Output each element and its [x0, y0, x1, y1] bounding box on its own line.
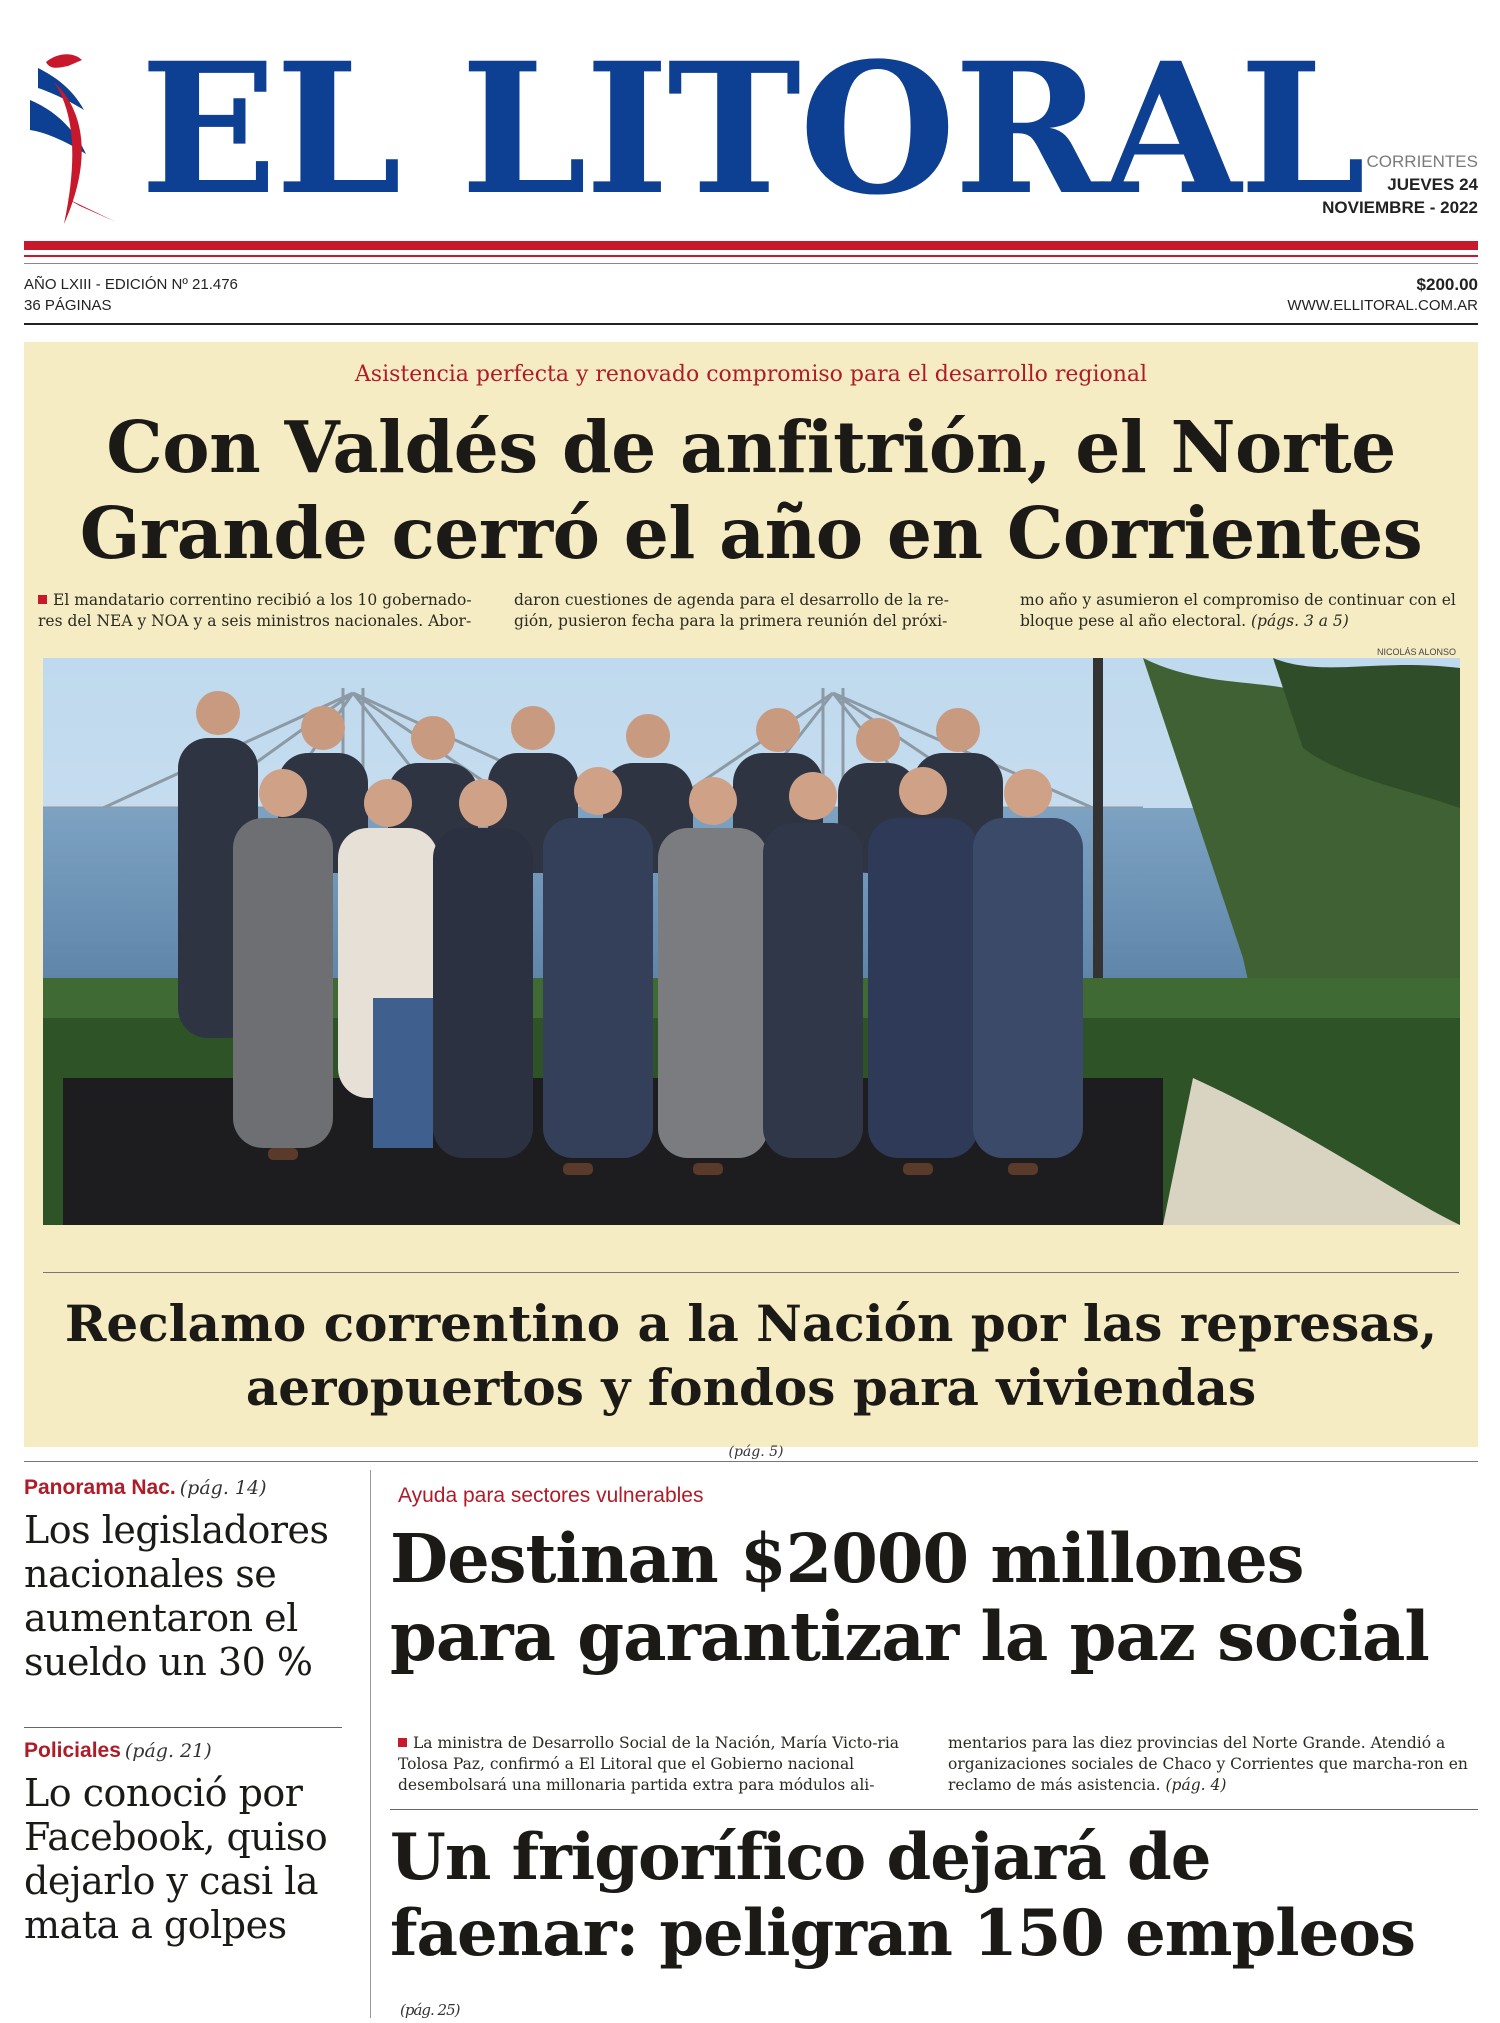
second-headline-line2: aeropuertos y fondos para viviendas	[245, 1358, 1257, 1417]
masthead-thin-rule	[24, 255, 1478, 257]
masthead-grey-rule	[24, 263, 1478, 264]
masthead-red-bar	[24, 241, 1478, 250]
main-headline[interactable]	[24, 404, 1478, 576]
header-divider	[24, 323, 1478, 325]
second-headline-line1: Reclamo correntino a la Nación por las represas,	[64, 1294, 1438, 1353]
sidebar-section-tag	[24, 1476, 342, 1500]
secondary-lead-text1: La ministra de Desarrollo Social de la Nación, María Victo-ria Tolosa Paz, confirmó a El Litoral que el Gobierno nacional desembolsará una millonaria partida extra para módulos ali-	[398, 1734, 900, 1794]
day-label: JUEVES 24	[1387, 175, 1478, 194]
secondary-lead-text2: mentarios para las diez provincias del Norte Grande. Atendió a organizaciones sociales de Chaco y Corrientes que marcha-ron en reclamo de más asistencia.	[948, 1734, 1468, 1794]
second-headline-ref: (pág. 5)	[728, 1444, 784, 1460]
main-lead-ref: (págs. 3 a 5)	[1251, 612, 1349, 630]
column-divider	[370, 1470, 371, 2018]
secondary-lead-col2	[948, 1733, 1468, 1796]
main-headline-line1: Con Valdés de anfitrión, el Norte	[106, 405, 1396, 489]
frigorifico-page-ref: (pág. 25)	[400, 2001, 460, 2019]
bullet-square-icon	[38, 595, 47, 604]
main-headline-line2: Grande cerró el año en Corrientes	[79, 491, 1423, 575]
feature-divider	[43, 1272, 1459, 1273]
secondary-lead-ref: (pág. 4)	[1165, 1776, 1227, 1794]
sidebar-item-policiales[interactable]	[24, 1739, 342, 1947]
price-web-info	[1287, 274, 1478, 316]
bullet-square-icon	[398, 1738, 407, 1747]
page-count: 36 PÁGINAS	[24, 297, 112, 314]
city-date-block	[1322, 150, 1478, 219]
sidebar-headline: Lo conoció por Facebook, quiso dejarlo y casi la mata a golpes	[24, 1771, 328, 1947]
masthead-logo[interactable]: EL LITORAL	[140, 24, 1364, 235]
second-headline[interactable]	[24, 1292, 1478, 1484]
main-lead-col1	[38, 590, 486, 632]
edition-info	[24, 274, 238, 316]
sidebar-section-tag	[24, 1739, 342, 1763]
main-lead-col3	[1020, 590, 1468, 632]
sidebar-divider	[24, 1727, 342, 1728]
sidebar-section-name: Policiales	[24, 1739, 121, 1762]
secondary-lead-col1	[398, 1733, 918, 1796]
secondary-headline-line1: Destinan $2000 millones	[390, 1519, 1304, 1598]
main-lead-col2: daron cuestiones de agenda para el desarrollo de la re-gión, pusieron fecha para la primera reunión del próxi-	[514, 591, 949, 630]
main-lead-text1: El mandatario correntino recibió a los 10 gobernado-res del NEA y NOA y a seis ministros nacionales. Abor-	[38, 591, 472, 630]
section-divider	[24, 1461, 1478, 1462]
second-headline-line2-wrap	[24, 1356, 1478, 1484]
edition-number: AÑO LXIII - EDICIÓN Nº 21.476	[24, 276, 238, 293]
story-divider	[390, 1809, 1478, 1810]
photo-credit: NICOLÁS ALONSO	[1376, 647, 1456, 657]
main-lead-text3: mo año y asumieron el compromiso de continuar con el bloque pese al año electoral.	[1020, 591, 1456, 630]
secondary-headline-line2: para garantizar la paz social	[390, 1597, 1429, 1676]
price-label: $200.00	[1416, 275, 1478, 294]
date-label: NOVIEMBRE - 2022	[1322, 198, 1478, 217]
main-feature-box	[24, 342, 1478, 1460]
secondary-kicker: Ayuda para sectores vulnerables	[398, 1484, 704, 1507]
main-kicker: Asistencia perfecta y renovado compromiso para el desarrollo regional	[354, 362, 1148, 387]
frigorifico-headline-line1: Un frigorífico dejará de	[390, 1820, 1211, 1895]
frigorifico-headline[interactable]	[390, 1820, 1480, 2023]
secondary-headline[interactable]	[390, 1520, 1480, 1676]
sidebar-page-ref: (pág. 21)	[124, 1740, 212, 1762]
logo-bird-icon	[24, 48, 124, 238]
city-label: CORRIENTES	[1366, 152, 1478, 171]
sidebar-page-ref: (pág. 14)	[179, 1477, 267, 1499]
frigorifico-headline-line2: faenar: peligran 150 empleos	[390, 1896, 1415, 1971]
sidebar-item-panorama[interactable]	[24, 1476, 342, 1684]
group-photo-icon[interactable]	[43, 658, 1460, 1225]
website-link[interactable]: WWW.ELLITORAL.COM.AR	[1287, 297, 1478, 314]
sidebar-headline: Los legisladores nacionales se aumentaron el sueldo un 30 %	[24, 1508, 329, 1684]
sidebar-section-name: Panorama Nac.	[24, 1476, 176, 1499]
frigorifico-headline-line2-wrap	[390, 1896, 1480, 2023]
